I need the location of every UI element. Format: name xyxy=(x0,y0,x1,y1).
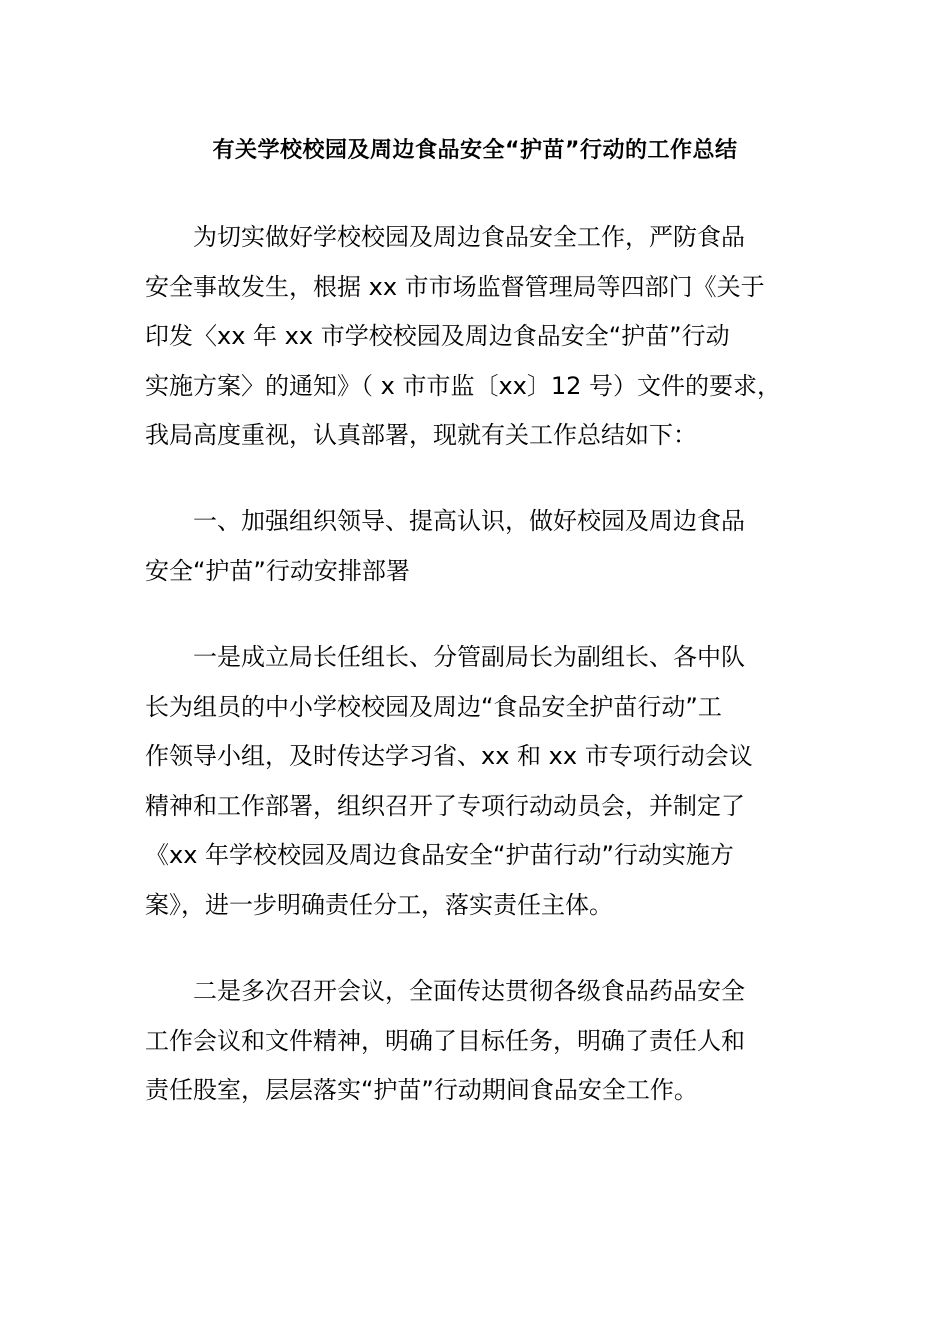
paragraph-line: 责任股室，层层落实“护苗”行动期间食品安全工作。 xyxy=(145,1076,698,1104)
paragraph-line: 作领导小组，及时传达学习省、xx 和 xx 市专项行动会议 xyxy=(145,742,753,770)
section-1-heading xyxy=(145,497,825,596)
paragraph-line: 《xx 年学校校园及周边食品安全“护苗行动”行动实施方 xyxy=(145,841,734,869)
paragraph-line: 长为组员的中小学校校园及周边“食品安全护苗行动”工 xyxy=(145,692,722,721)
paragraph-line: 实施方案〉的通知》（ x 市市监〔xx〕12 号）文件的要求， xyxy=(145,371,782,400)
paragraph-line: 印发〈xx 年 xx 市学校校园及周边食品安全“护苗”行动 xyxy=(145,322,730,350)
paragraph-line: 二是多次召开会议，全面传达贯彻各级食品药品安全 xyxy=(193,977,745,1005)
paragraph-line: 为切实做好学校校园及周边食品安全工作，严防食品 xyxy=(193,223,745,251)
paragraph-line: 安全事故发生，根据 xx 市市场监督管理局等四部门《关于 xyxy=(145,272,765,301)
paragraph-line: 案》，进一步明确责任分工，落实责任主体。 xyxy=(145,890,613,919)
intro-paragraph xyxy=(145,213,825,461)
point-one-paragraph xyxy=(145,633,825,930)
point-two-paragraph xyxy=(145,967,825,1116)
paragraph-line: 精神和工作部署，组织召开了专项行动动员会，并制定了 xyxy=(145,791,745,820)
heading-line: 安全“护苗”行动安排部署 xyxy=(145,556,410,585)
paragraph-line: 工作会议和文件精神，明确了目标任务，明确了责任人和 xyxy=(145,1026,745,1055)
document-title: 有关学校校园及周边食品安全“护苗”行动的工作总结 xyxy=(212,138,738,163)
heading-line: 一、加强组织领导、提高认识，做好校园及周边食品 xyxy=(193,507,745,535)
paragraph-line: 我局高度重视，认真部署，现就有关工作总结如下： xyxy=(145,421,697,449)
paragraph-line: 一是成立局长任组长、分管副局长为副组长、各中队 xyxy=(193,643,745,671)
